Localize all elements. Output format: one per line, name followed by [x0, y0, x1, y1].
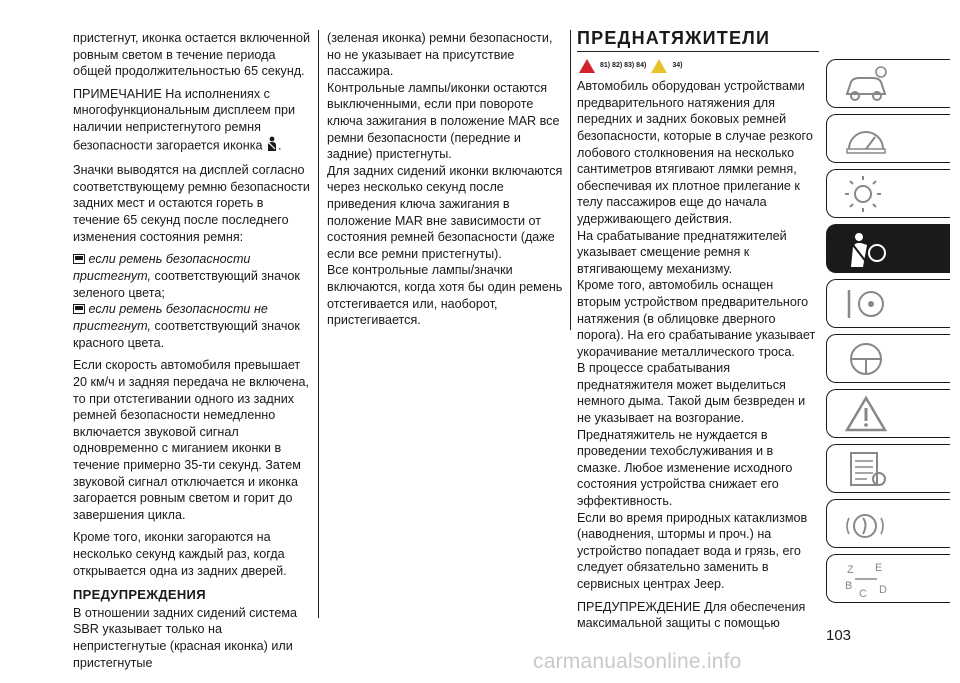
warning-triangle-icon	[841, 394, 891, 434]
column-divider	[318, 30, 319, 618]
seatbelt-airbag-icon	[841, 229, 891, 269]
section-heading: ПРЕДУПРЕЖДЕНИЯ	[73, 587, 206, 603]
list-item-italic: если ремень безопасности не пристегнут,	[73, 302, 268, 334]
tab-dashboard[interactable]	[826, 114, 950, 163]
tab-driving[interactable]	[826, 334, 950, 383]
list-item	[73, 301, 311, 351]
caution-triangle-icon	[651, 59, 667, 73]
svg-text:E: E	[875, 562, 883, 574]
tab-lights[interactable]	[826, 169, 950, 218]
svg-text:B: B	[845, 580, 853, 592]
list-item-text: соответствующий значок красного цвета.	[73, 319, 300, 350]
page-number: 103	[826, 627, 852, 644]
text-column-1	[73, 30, 311, 677]
tab-car-info[interactable]	[826, 59, 950, 108]
text-column-2	[327, 30, 565, 335]
svg-text:D: D	[879, 584, 887, 596]
multimedia-icon	[841, 504, 891, 544]
paragraph: (зеленая иконка) ремни безопасности, но не указывает на присутствие пассажира.	[327, 31, 553, 79]
note-text-end: .	[277, 138, 282, 153]
paragraph: Кроме того, иконки загораются на несколько секунд каждый раз, когда открывается одна из задних дверей.	[73, 530, 287, 578]
alphabetical-index-icon	[841, 559, 891, 599]
paragraph: ПРЕДУПРЕЖДЕНИЕ Для обеспечения максимальной защиты с помощью	[577, 599, 806, 631]
warning-triangle-icon	[579, 59, 595, 73]
paragraph: Для задних сидений иконки включаются через несколько секунд после приведения ключа зажигания в положение MAR вне зависимости от состояния ремней безопасности (даже если все ремни пристегнуты).	[327, 163, 563, 261]
paragraph: На срабатывание преднатяжителей указывает смещение ремня к втягивающему механизму.	[577, 228, 787, 276]
paragraph: пристегнут, иконка остается включенной ровным светом в течение периода общей продолжительностью 65 секунд.	[73, 31, 311, 79]
paragraph: Автомобиль оборудован устройствами предварительного натяжения для передних и задних боковых ремней безопасности, которые в случае резкого лобового столкновения на несколько сантиметров втягивают лямки ремня, обеспечивая их плотное прилегание к телу пассажиров еще до начала удерживающего действия.	[577, 79, 813, 226]
warning-references	[579, 58, 819, 75]
list-item-text: соответствующий значок зеленого цвета;	[73, 269, 300, 300]
note-paragraph	[73, 86, 311, 156]
belt-status-icon	[73, 252, 85, 269]
paragraph: Если скорость автомобиля превышает 20 км/ч и задняя передача не включена, то при отстегивании одного из задних ремней безопасности немедленно включается звуковой сигнал одновременно с миганием иконки в течение примерно 35-ти секунд. Затем звуковой сигнал отключается и иконка загорается ровным светом и горит до завершения цикла.	[73, 358, 310, 522]
tab-service[interactable]	[826, 444, 950, 493]
paragraph: Контрольные лампы/иконки остаются выключенными, если при повороте ключа зажигания в положение MAR все ремни безопасности (передние и задние) пристегнуты.	[327, 80, 560, 162]
tab-multimedia[interactable]	[826, 499, 950, 548]
svg-text:C: C	[859, 588, 867, 599]
tab-emergency[interactable]	[826, 389, 950, 438]
car-info-icon	[841, 64, 891, 104]
paragraph: В отношении задних сидений система SBR указывает только на непристегнутые (красная иконка) или пристегнутые	[73, 605, 298, 670]
paragraph: В процессе срабатывания преднатяжителя может выделиться немного дыма. Такой дым безвреден и не указывает на возгорание.	[577, 361, 806, 426]
caution-ref: 34)	[672, 61, 683, 69]
lights-icon	[841, 174, 891, 214]
paragraph: Все контрольные лампы/значки включаются, когда хотя бы один ремень отстегивается или, наоборот, пристегивается.	[327, 263, 563, 328]
column-divider	[570, 30, 571, 330]
belt-status-icon	[73, 302, 85, 319]
paragraph: Преднатяжитель не нуждается в проведении техобслуживания и в смазке. Любое изменение исходного состояния устройства снижает его эффективность.	[577, 427, 793, 509]
warning-refs: 81) 82) 83) 84)	[600, 61, 647, 69]
seatbelt-person-icon	[266, 136, 278, 157]
svg-text:Z: Z	[847, 564, 854, 576]
paragraph: Кроме того, автомобиль оснащен вторым устройством предварительного натяжения (в облицовке дверного порога). На его срабатывание указывает укорачивание металлического троса.	[577, 278, 816, 359]
list-item	[73, 251, 311, 301]
dashboard-icon	[841, 119, 891, 159]
watermark: carmanualsonline.info	[533, 650, 742, 673]
text-column-3	[577, 30, 819, 638]
tab-index[interactable]	[826, 554, 950, 603]
note-text: ПРИМЕЧАНИЕ На исполнениях с многофункциональным дисплеем при наличии непристегнутого ремня безопасности загорается иконка	[73, 86, 296, 153]
list-item-italic: если ремень безопасности пристегнут,	[73, 252, 251, 284]
paragraph: Если во время природных катаклизмов (наводнения, штормы и проч.) на устройство попадает вода и грязь, его следует обязательно заменить в сервисных центрах Jeep.	[577, 510, 808, 591]
tab-seatbelts-airbags[interactable]	[826, 224, 950, 273]
tab-starting-driving[interactable]	[826, 279, 950, 328]
steering-wheel-icon	[841, 284, 891, 324]
service-list-icon	[841, 449, 891, 489]
steering-icon	[841, 339, 891, 379]
paragraph: Значки выводятся на дисплей согласно соответствующему ремню безопасности задних мест и остаются гореть в течение 65 секунд после последнего изменения состояния ремня:	[73, 163, 310, 244]
page-title: ПРЕДНАТЯЖИТЕЛИ	[577, 30, 819, 52]
